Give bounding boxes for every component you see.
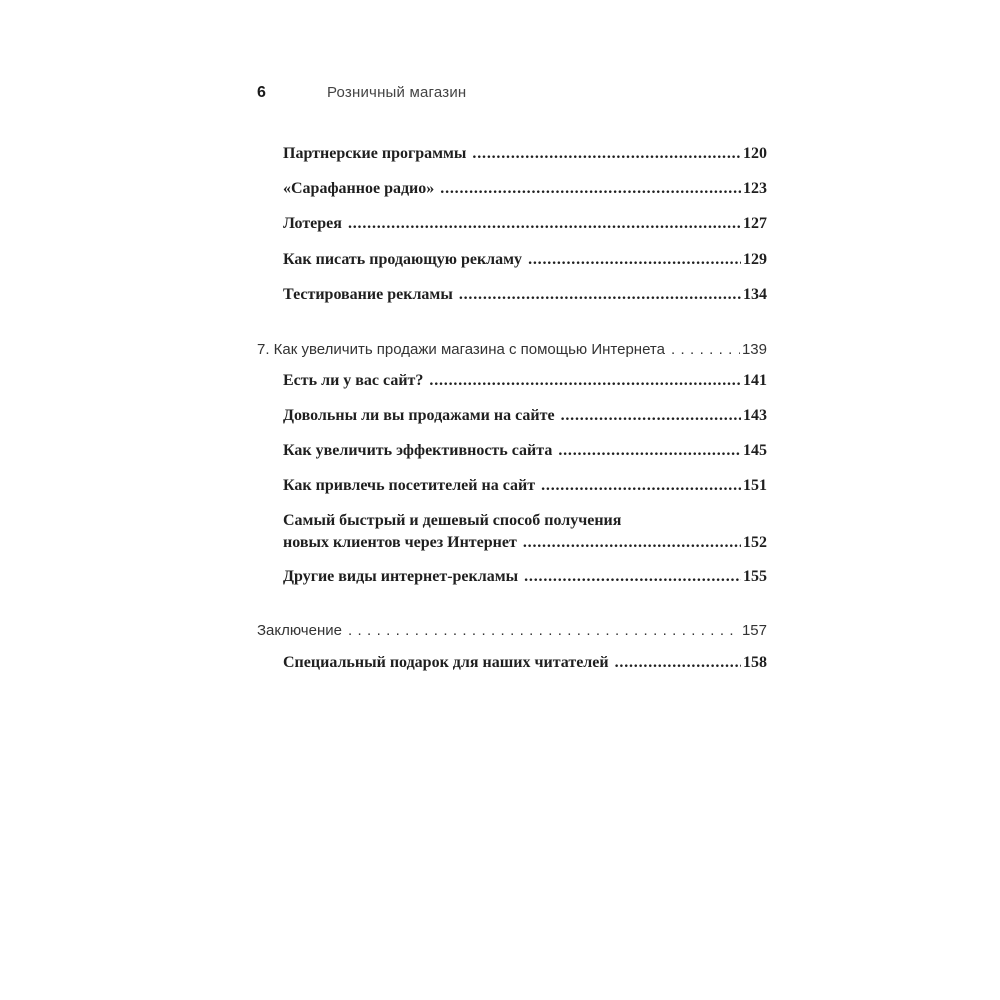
dot-leader	[429, 372, 741, 390]
toc-entry-label: Как увеличить эффективность сайта	[283, 442, 553, 459]
toc-entry-page: 134	[743, 286, 767, 303]
dot-leader	[348, 215, 741, 233]
toc-entry-label: Тестирование рекламы	[283, 286, 453, 303]
dot-leader	[561, 407, 741, 425]
dot-leader	[528, 251, 741, 269]
toc-entry	[0, 251, 767, 269]
toc-entry-page: 151	[743, 477, 767, 494]
toc-entry	[0, 654, 767, 672]
toc-entry-label: Как привлечь посетителей на сайт	[283, 477, 536, 494]
dot-leader	[541, 477, 741, 495]
toc-entry-label: Лотерея	[283, 215, 342, 232]
toc-entry-page: 152	[743, 534, 767, 551]
toc-entry-page: 155	[743, 568, 767, 585]
toc-entry-label: Довольны ли вы продажами на сайте	[283, 407, 555, 424]
toc-chapter-page: 157	[741, 622, 767, 639]
toc-entry-label: Есть ли у вас сайт?	[283, 372, 424, 389]
toc-entry-page: 143	[743, 407, 767, 424]
toc-entry-label-line2: новых клиентов через Интернет	[283, 534, 517, 551]
toc-entry-label: Как писать продающую рекламу	[283, 251, 523, 268]
dot-leader	[615, 654, 741, 672]
toc-entry-label: Специальный подарок для наших читателей	[283, 654, 609, 671]
toc-chapter	[0, 341, 767, 358]
dot-leader	[472, 145, 741, 163]
toc-entry-page: 120	[743, 145, 767, 162]
toc-entry-label: Другие виды интернет-рекламы	[283, 568, 519, 585]
page-header	[257, 84, 767, 108]
toc-entry	[0, 145, 767, 163]
toc-entry	[0, 372, 767, 390]
toc-chapter	[0, 622, 767, 639]
dot-leader	[348, 622, 740, 639]
dot-leader	[671, 341, 740, 358]
toc-entry-label-line1: Самый быстрый и дешевый способ получения	[283, 512, 622, 529]
toc-entry-page: 145	[743, 442, 767, 459]
toc-entry-multiline	[283, 512, 767, 552]
toc-entry	[0, 568, 767, 586]
dot-leader	[459, 286, 741, 304]
toc-chapter-page: 139	[741, 341, 767, 358]
dot-leader	[524, 568, 741, 586]
toc-chapter-label: 7. Как увеличить продажи магазина с помощью Интернета	[257, 341, 665, 358]
toc-entry-page: 129	[743, 251, 767, 268]
toc-chapter-label: Заключение	[257, 622, 342, 639]
toc-entry-page: 123	[743, 180, 767, 197]
toc-entry	[0, 215, 767, 233]
page-number: 6	[257, 84, 266, 101]
toc-entry-page: 141	[743, 372, 767, 389]
toc-entry	[0, 407, 767, 425]
toc-entry-label: «Сарафанное радио»	[283, 180, 435, 197]
dot-leader	[523, 534, 741, 552]
toc-entry-page: 158	[743, 654, 767, 671]
toc-entry	[0, 442, 767, 460]
running-title: Розничный магазин	[327, 84, 467, 101]
toc-entry	[0, 477, 767, 495]
toc-entry-page: 127	[743, 215, 767, 232]
toc-entry-label: Партнерские программы	[283, 145, 467, 162]
toc-entry	[0, 286, 767, 304]
dot-leader	[558, 442, 741, 460]
dot-leader	[440, 180, 741, 198]
toc-entry	[0, 180, 767, 198]
